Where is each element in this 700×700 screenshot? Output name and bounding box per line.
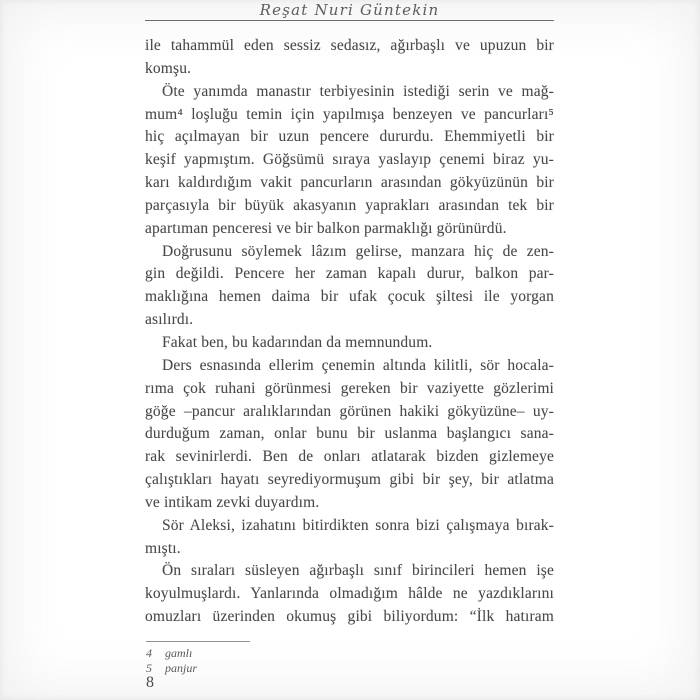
footnote [146,646,446,661]
body-text-line: komşu. [145,59,192,77]
body-text-line: Doğrusunu söylemek lâzım gelirse, manzara hiç de zen- [162,242,554,260]
body-text-line: Ön sıraları süsleyen ağırbaşlı sınıf birincileri hemen işe [162,562,554,580]
body-text-line: durduğum zaman, onlar bunu bir uslanma başlangıcı sana- [145,425,554,443]
body-text-line: Sör Aleksi, izahatını bitirdikten sonra bizi çalışmaya bırak- [162,516,554,534]
body-text-line: Ders esnasında ellerim çenemin altında kilitli, sör hocala- [162,356,554,374]
body-text-line: çalıştıkları hayatı seyrediyormuşum gibi bir şey, bir atlatma [145,471,554,489]
body-text-line: göğe –pancur aralıklarından görünen hakiki gökyüzüne– uy- [145,402,554,420]
body-text-line: maklığına hemen daima bir ufak çocuk şiltesi ile yorgan [145,288,554,306]
footnote [146,661,446,676]
body-text-line: karı kaldırdığım vakit pancurların arasından gökyüzünün bir [145,174,554,192]
body-text-line: ile tahammül eden sessiz sedasız, ağırbaşlı ve upuzun bir [145,37,554,54]
footnote-separator-rule [146,641,250,642]
body-text-line: hiç açılmayan bir uzun pencere dururdu. Ehemmiyetli bir [145,128,554,146]
footnote-text: gamlı [165,646,193,660]
body-text-line: Fakat ben, bu kadarından da memnundum. [162,333,433,351]
body-text-line: asılırdı. [145,311,194,329]
page-number: 8 [146,674,154,691]
body-text-line: Öte yanımda manastır terbiyesinin istediği serin ve mağ- [162,82,554,100]
footnote-number: 4 [146,646,152,660]
body-text-line: omuzları üzerinden okumuş gibi biliyordum: “İlk hatıram [145,608,554,626]
body-text-line: mum⁴ loşluğu temin için yapılmışa benzeyen ve pancurları⁵ [145,105,554,123]
body-text-line: apartıman penceresi ve bir balkon parmaklığı görünürdü. [145,219,507,237]
running-header-author: Reşat Nuri Güntekin [259,1,440,19]
body-text-line: mıştı. [145,539,181,557]
footnotes-block [146,646,446,675]
body-text-line: parçasıyla bir büyük akasyanın yaprakları arasından tek bir [145,196,554,214]
body-text-line: rıma çok ruhani görünmesi gereken bir vaziyette gözlerimi [145,379,554,397]
body-text-line: gin değildi. Pencere her zaman kapalı durur, balkon par- [145,265,554,283]
body-text-block [145,35,554,629]
body-text-line: ve intikam zevki duyardım. [145,493,320,511]
footnote-text: panjur [165,660,198,675]
footnote-number: 5 [146,660,152,675]
body-text-line: koyulmuşlardı. Yanlarında olmadığım hâlde ne yazdıklarını [145,585,554,603]
header-rule [145,20,554,21]
body-text-line: rak sevinirlerdi. Ben de onları atlatarak bizden gizlemeye [145,448,554,466]
body-text-line: keşif yapmıştım. Göğsümü sıraya yaslayıp çenemi biraz yu- [145,151,554,169]
